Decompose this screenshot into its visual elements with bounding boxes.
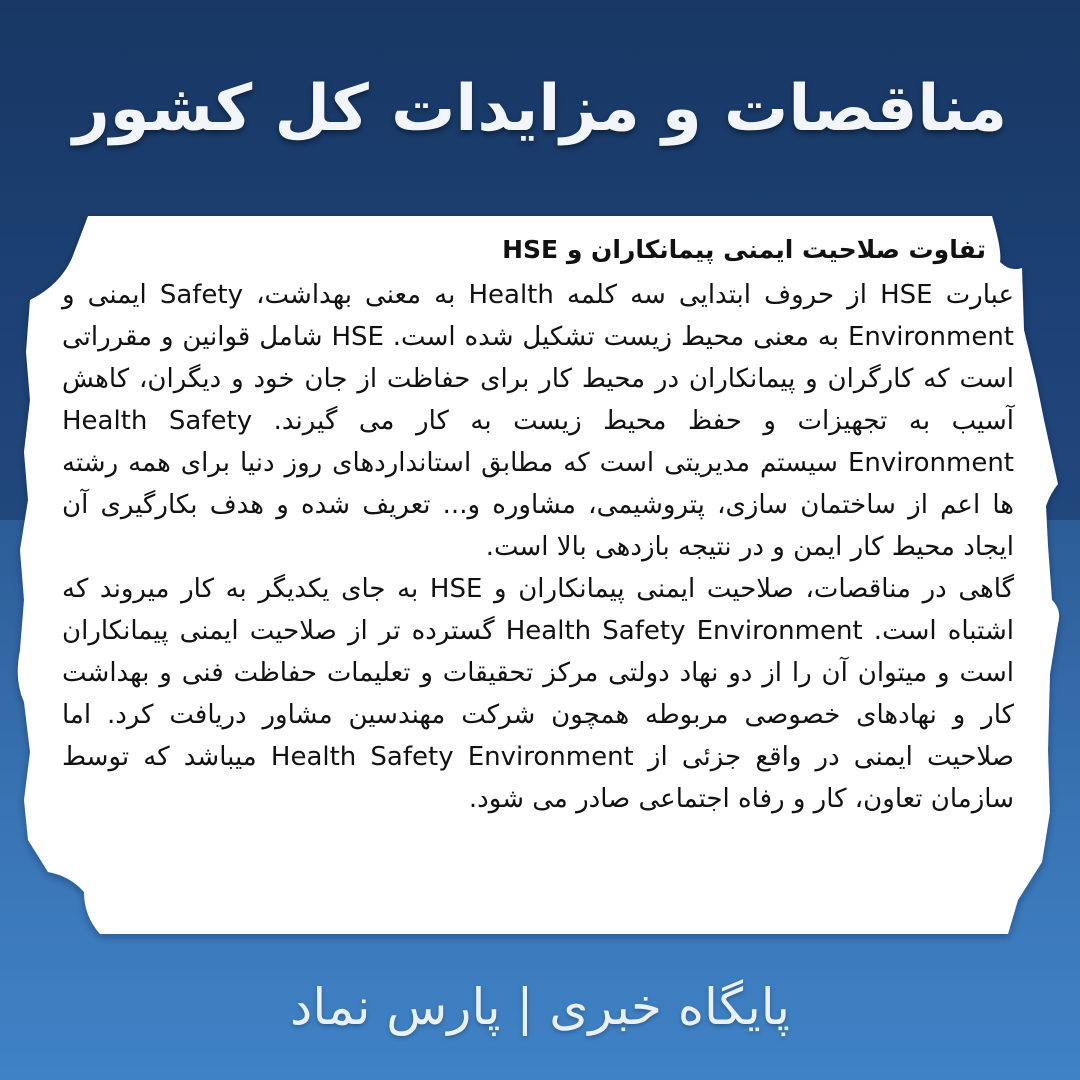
page-title: مناقصات و مزایدات کل کشور — [72, 72, 1008, 146]
article-paragraph: عبارت HSE از حروف ابتدایی سه کلمه Health به معنی بهداشت، Safety ایمنی و Environment به معنی محیط زیست تشکیل شده است. HSE شامل قوانین و مقرراتی است که کارگران و پیمانکاران در محیط کار برای حفاظت از جان خود و دیگران، کاهش آسیب به تجهیزات و حفظ محیط زیست به کار می گیرند. Health Safety Environment سیستم مدیریتی است که مطابق استانداردهای روز دنیا برای همه رشته ها اعم از ساختمان سازی، پتروشیمی، مشاوره و... تعریف شده و هدف بکارگیری آن ایجاد محیط کار ایمن و در نتیجه بازدهی بالا است. — [62, 280, 1015, 562]
article-card — [62, 232, 1014, 922]
footer-brand: پایگاه خبری | پارس نماد — [290, 978, 790, 1036]
article-paragraph: گاهی در مناقصات، صلاحیت ایمنی پیمانکاران و HSE به جای یکدیگر به کار میروند که اشتباه است. Health Safety Environment گسترده تر از صلاحیت ایمنی پیمانکاران است و میتوان آن را از دو نهاد دولتی مرکز تحقیقات و تعلیمات حفاظت فنی و بهداشت کار و نهادهای خصوصی مربوطه همچون شرکت مهندسین مشاور دریافت کرد. اما صلاحیت ایمنی در واقع جزئی از Health Safety Environment میباشد که توسط سازمان تعاون، کار و رفاه اجتماعی صادر می شود. — [62, 574, 1015, 814]
article-title: تفاوت صلاحیت ایمنی پیمانکاران و HSE — [502, 235, 986, 264]
